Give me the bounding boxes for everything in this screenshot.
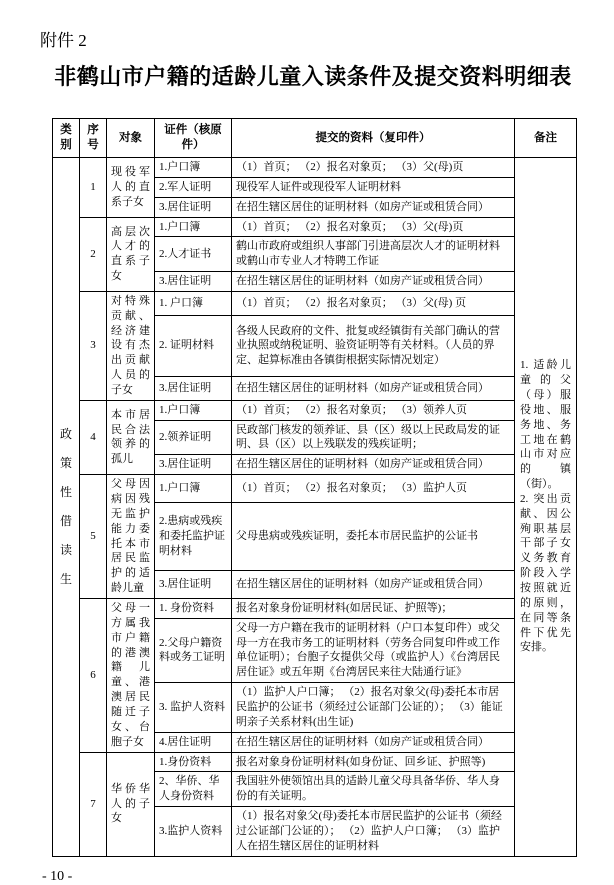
certificate-cell: 3.居住证明 xyxy=(155,197,232,217)
material-cell: 在招生辖区居住的证明材料（如房产证或租赁合同） xyxy=(232,197,515,217)
material-cell: （1）首页； （2）报名对象页； （3）父(母) 页 xyxy=(232,291,515,315)
certificate-cell: 1.户口簿 xyxy=(155,157,232,177)
target-cell: 高层次人才的直系子女 xyxy=(107,217,155,291)
material-cell: 报名对象身份证明材料(如身份证、回乡证、护照等) xyxy=(232,752,515,772)
material-cell: 父母一方户籍在我市的证明材料（户口本复印件）或父母一方在我市务工的证明材料（劳务合同复印件或工作单位证明）；台胞子女提供父母（或监护人）《台湾居民居住证》或五年期《台湾居民来往大陆通行证》 xyxy=(232,618,515,682)
col-header-certificate: 证件（核原件） xyxy=(155,119,232,158)
serial-number-cell: 6 xyxy=(80,598,107,752)
target-cell: 现役军人的直系子女 xyxy=(107,157,155,217)
material-cell: 现役军人证件或现役军人证明材料 xyxy=(232,177,515,197)
table-container xyxy=(40,118,576,856)
category-cell xyxy=(53,157,80,856)
material-cell: 各级人民政府的文件、批复或经镇街有关部门确认的营业执照或纳税证明、验资证明等有关材料。（人员的界定、起算标准由各镇街根据实际情况划定） xyxy=(232,316,515,376)
col-header-category: 类别 xyxy=(53,119,80,158)
material-cell: 鹤山市政府或组织人事部门引进高层次人才的证明材料或鹤山市专业人才特聘工作证 xyxy=(232,237,515,272)
certificate-cell: 4.居住证明 xyxy=(155,732,232,752)
material-cell: 在招生辖区居住的证明材料（如房产证或租赁合同） xyxy=(232,732,515,752)
serial-number-cell: 1 xyxy=(80,157,107,217)
material-cell: 父母患病或残疾证明，委托本市居民监护的公证书 xyxy=(232,502,515,571)
table-row xyxy=(53,400,577,420)
category-char: 政 xyxy=(59,427,72,442)
col-header-remark: 备注 xyxy=(515,119,577,158)
table-row xyxy=(53,475,577,503)
certificate-cell: 1. 户口簿 xyxy=(155,291,232,315)
serial-number-cell: 3 xyxy=(80,291,107,400)
category-char: 性 xyxy=(59,485,72,500)
material-cell: 在招生辖区居住的证明材料（如房产证或租赁合同） xyxy=(232,571,515,599)
material-cell: （1）首页； （2）报名对象页； （3）领养人页 xyxy=(232,400,515,420)
material-cell: 民政部门核发的领养证、县（区）级以上民政局发的证明、县（区）以上残联发的残疾证明； xyxy=(232,420,515,455)
table-row xyxy=(53,291,577,315)
target-cell: 本市居民合法领养的孤儿 xyxy=(107,400,155,474)
material-cell: （1）首页； （2）报名对象页； （3）父(母)页 xyxy=(232,217,515,237)
certificate-cell: 1.户口簿 xyxy=(155,217,232,237)
requirements-table xyxy=(52,118,577,856)
category-char: 借 xyxy=(59,514,72,529)
certificate-cell: 3.监护人资料 xyxy=(155,807,232,857)
remark-item: 1. 适龄儿童的父（母）服役地、服务地、务工地在鹤山市对应的镇（街）。 xyxy=(520,359,571,491)
col-header-materials: 提交的资料（复印件） xyxy=(232,119,515,158)
target-cell: 华侨华人的子女 xyxy=(107,752,155,856)
material-cell: （1）首页； （2）报名对象页； （3）监护人页 xyxy=(232,475,515,503)
material-cell: （1）首页； （2）报名对象页； （3）父(母)页 xyxy=(232,157,515,177)
material-cell: 报名对象身份证明材料(如居民证、护照等)； xyxy=(232,598,515,618)
serial-number-cell: 4 xyxy=(80,400,107,474)
category-char: 策 xyxy=(59,456,72,471)
certificate-cell: 2.患病或残疾和委托监护证明材料 xyxy=(155,502,232,571)
category-char: 生 xyxy=(59,572,72,587)
attachment-label: 附件 2 xyxy=(40,31,87,50)
table-row xyxy=(53,752,577,772)
target-cell: 父母因病因残无监护能力委托本市居民监护的适龄儿童 xyxy=(107,475,155,599)
table-body xyxy=(53,157,577,856)
target-cell: 父母一方属我市户籍的港澳籍儿童、港澳居民随迁子女、台胞子女 xyxy=(107,598,155,752)
serial-number-cell: 2 xyxy=(80,217,107,291)
certificate-cell: 2.军人证明 xyxy=(155,177,232,197)
material-cell: 我国驻外使领馆出具的适龄儿童父母具备华侨、华人身份的有关证明。 xyxy=(232,772,515,807)
certificate-cell: 3. 监护人资料 xyxy=(155,683,232,733)
certificate-cell: 1.户口簿 xyxy=(155,400,232,420)
certificate-cell: 2.父母户籍资料或务工证明 xyxy=(155,618,232,682)
certificate-cell: 2、华侨、华人身份资料 xyxy=(155,772,232,807)
remark-cell xyxy=(515,157,577,856)
material-cell: 在招生辖区居住的证明材料（如房产证或租赁合同） xyxy=(232,455,515,475)
certificate-cell: 1. 身份资料 xyxy=(155,598,232,618)
category-char: 读 xyxy=(59,543,72,558)
col-header-target: 对象 xyxy=(107,119,155,158)
certificate-cell: 1.身份资料 xyxy=(155,752,232,772)
table-row xyxy=(53,157,577,177)
table-row xyxy=(53,598,577,618)
page-number: - 10 - xyxy=(42,868,73,884)
certificate-cell: 3.居住证明 xyxy=(155,272,232,292)
certificate-cell: 3.居住证明 xyxy=(155,571,232,599)
col-header-serial: 序号 xyxy=(80,119,107,158)
material-cell: 在招生辖区居住的证明材料（如房产证或租赁合同） xyxy=(232,272,515,292)
certificate-cell: 3.居住证明 xyxy=(155,455,232,475)
table-header-row xyxy=(53,119,577,158)
material-cell: （1）报名对象父(母)委托本市居民监护的公证书（须经过公证部门公证的）； （2）监护人户口簿； （3）监护人在招生辖区居住的证明材料 xyxy=(232,807,515,857)
certificate-cell: 2.领养证明 xyxy=(155,420,232,455)
remark-item: 2. 突出贡献、因公殉职基层干部子女义务教育阶段入学按照就近的原则，在同等条件下优先安排。 xyxy=(520,492,571,654)
page-title: 非鹤山市户籍的适龄儿童入读条件及提交资料明细表 xyxy=(54,64,572,90)
target-cell: 对特殊贡献、经济建设有杰出贡献人员的子女 xyxy=(107,291,155,400)
serial-number-cell: 5 xyxy=(80,475,107,599)
serial-number-cell: 7 xyxy=(80,752,107,856)
certificate-cell: 1.户口簿 xyxy=(155,475,232,503)
table-row xyxy=(53,217,577,237)
material-cell: 在招生辖区居住的证明材料（如房产证或租赁合同） xyxy=(232,376,515,400)
certificate-cell: 2. 证明材料 xyxy=(155,316,232,376)
certificate-cell: 2.人才证书 xyxy=(155,237,232,272)
certificate-cell: 3.居住证明 xyxy=(155,376,232,400)
material-cell: （1）监护人户口簿； （2）报名对象父(母)委托本市居民监护的公证书（须经过公证部门公证的）； （3）能证明亲子关系材料(出生证) xyxy=(232,683,515,733)
